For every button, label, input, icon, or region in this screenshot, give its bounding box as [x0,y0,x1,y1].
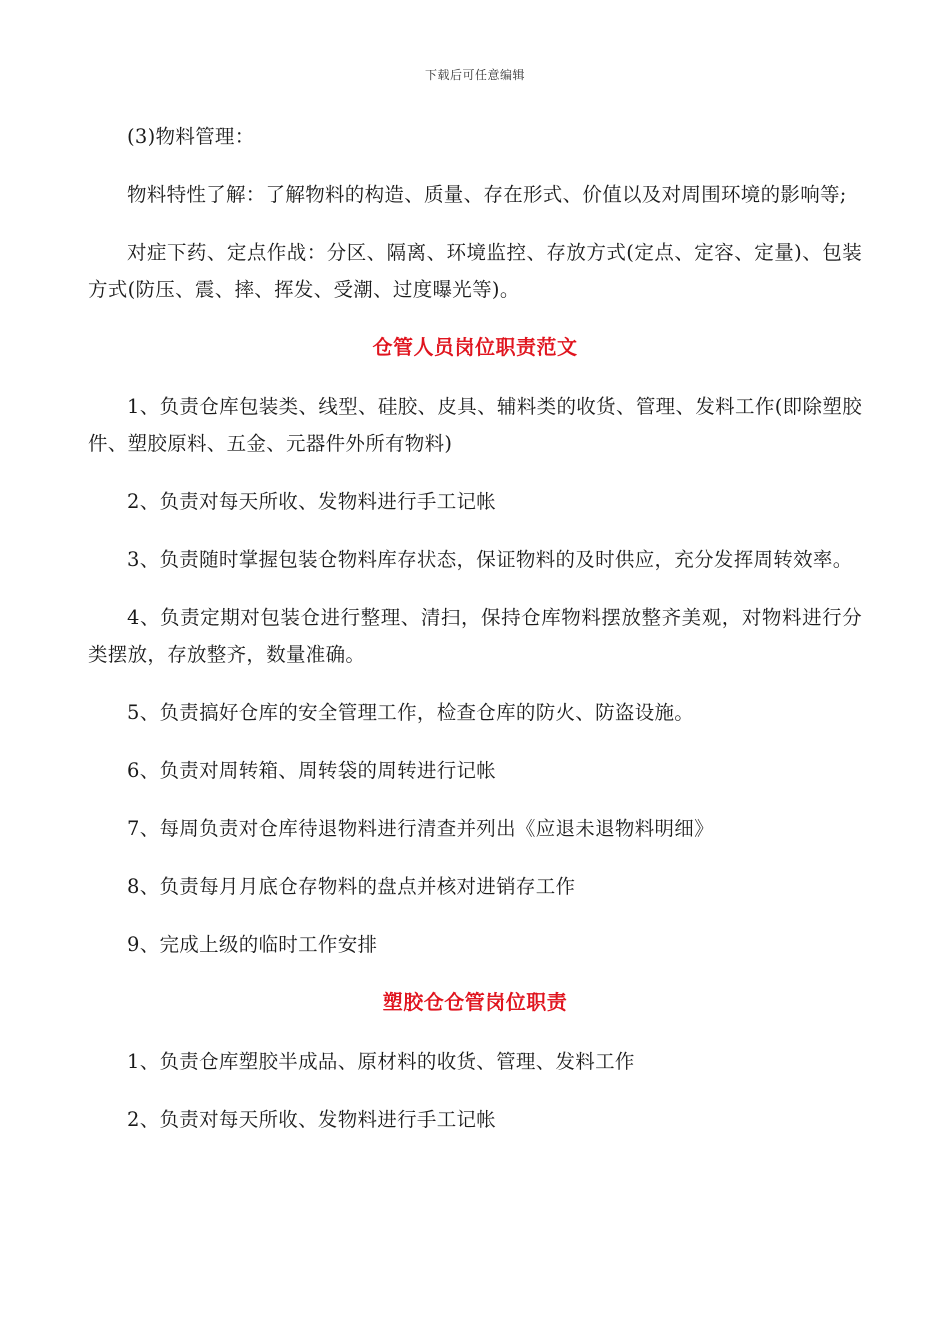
duty-item: 2、负责对每天所收、发物料进行手工记帐 [127,490,497,513]
duty-item: 3、负责随时掌握包装仓物料库存状态，保证物料的及时供应，充分发挥周转效率。 [127,548,853,571]
duty-item: 8、负责每月月底仓存物料的盘点并核对进销存工作 [127,875,576,898]
duty-item: 4、负责定期对包装仓进行整理、清扫，保持仓库物料摆放整齐美观，对物料进行分类摆放，存放整齐，数量准确。 [88,606,862,666]
section-heading-plastic-warehouse: 塑胶仓仓管岗位职责 [382,990,568,1014]
duty-item: 1、负责仓库塑胶半成品、原材料的收货、管理、发料工作 [127,1050,635,1073]
paragraph-material-management: (3)物料管理： [127,125,255,148]
duty-item: 7、每周负责对仓库待退物料进行清查并列出《应退未退物料明细》 [127,817,714,840]
duty-item: 5、负责搞好仓库的安全管理工作，检查仓库的防火、防盗设施。 [127,701,695,724]
duty-item: 2、负责对每天所收、发物料进行手工记帐 [127,1108,497,1131]
document-body [88,118,862,1159]
paragraph-targeted-storage: 对症下药、定点作战：分区、隔离、环境监控、存放方式(定点、定容、定量)、包装方式(防压、震、摔、挥发、受潮、过度曝光等)。 [88,241,862,301]
paragraph-material-properties: 物料特性了解：了解物料的构造、质量、存在形式、价值以及对周围环境的影响等; [127,183,847,206]
duty-item: 9、完成上级的临时工作安排 [127,933,378,956]
section-heading-warehouse-duties: 仓管人员岗位职责范文 [372,335,578,359]
duty-item: 1、负责仓库包装类、线型、硅胶、皮具、辅料类的收货、管理、发料工作(即除塑胶件、塑胶原料、五金、元器件外所有物料) [88,395,862,455]
duty-item: 6、负责对周转箱、周转袋的周转进行记帐 [127,759,497,782]
header-note: 下载后可任意编辑 [424,68,525,82]
